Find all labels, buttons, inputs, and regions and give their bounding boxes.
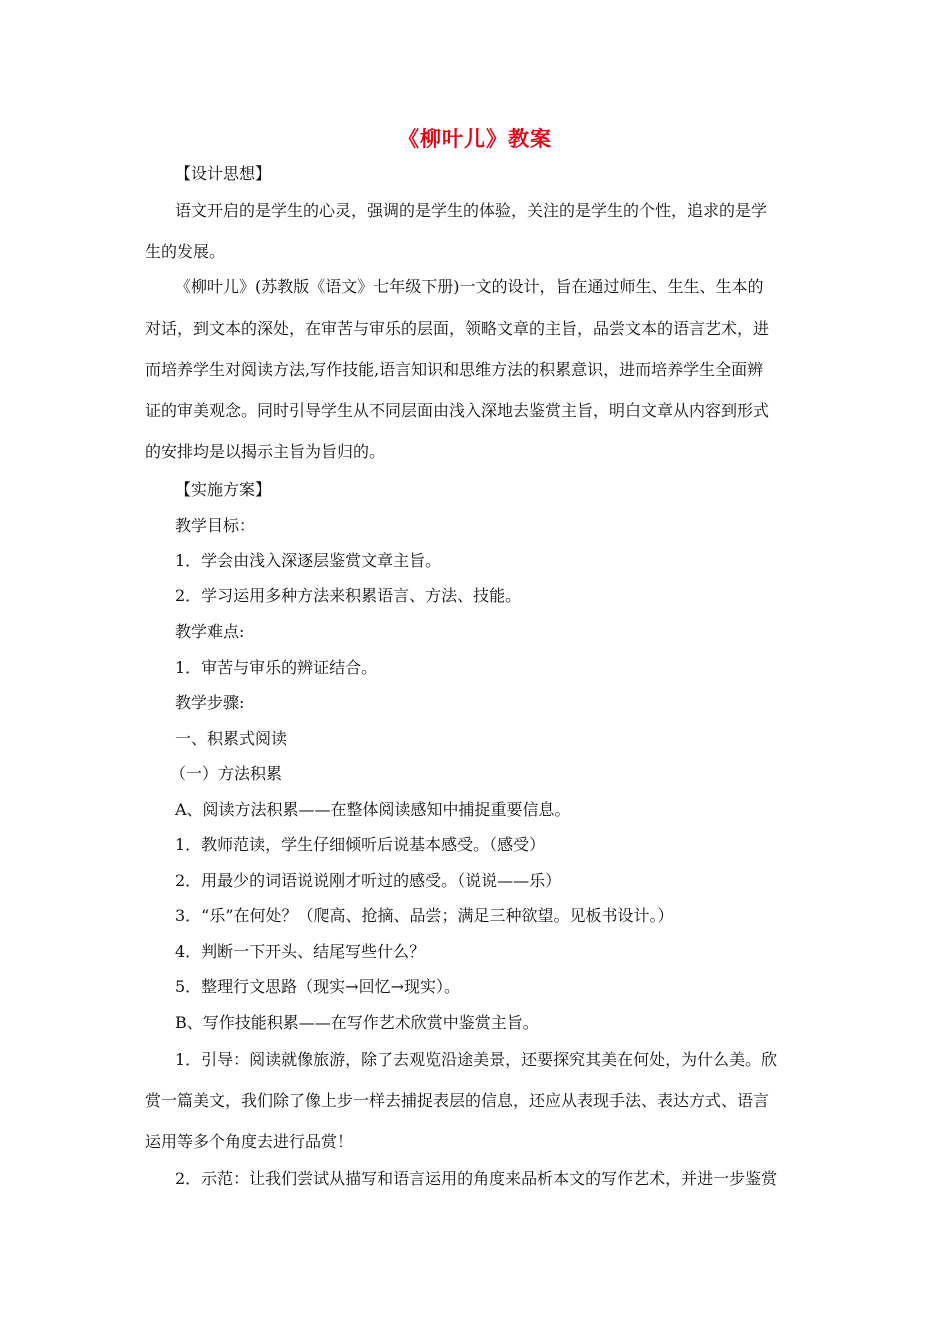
paragraph-line: 而培养学生对阅读方法,写作技能,语言知识和思维方法的积累意识，进而培养学生全面辨 bbox=[145, 360, 764, 379]
heading-teaching-difficulty: 教学难点: bbox=[175, 622, 245, 641]
list-item: 1．审苦与审乐的辨证结合。 bbox=[175, 658, 378, 677]
paragraph-line: 的安排均是以揭示主旨为旨归的。 bbox=[145, 442, 386, 461]
section-heading-design: 【设计思想】 bbox=[175, 164, 272, 183]
list-item: 2．用最少的词语说说刚才听过的感受。（说说——乐） bbox=[175, 871, 562, 890]
list-item: B、写作技能积累——在写作艺术欣赏中鉴赏主旨。 bbox=[175, 1013, 539, 1032]
heading-teaching-steps: 教学步骤: bbox=[175, 693, 245, 712]
list-item: 4．判断一下开头、结尾写些什么？ bbox=[175, 942, 426, 961]
list-item: A、阅读方法积累——在整体阅读感知中捕捉重要信息。 bbox=[175, 800, 571, 819]
list-item: 1．学会由浅入深逐层鉴赏文章主旨。 bbox=[175, 551, 442, 570]
paragraph-line: 《柳叶儿》(苏教版《语文》七年级下册)一文的设计，旨在通过师生、生生、生本的 bbox=[175, 277, 764, 296]
list-item: 5．整理行文思路（现实→回忆→现实）。 bbox=[175, 977, 460, 996]
step-heading: 一、积累式阅读 bbox=[175, 729, 288, 748]
sub-heading: （一）方法积累 bbox=[170, 764, 283, 783]
paragraph-line: 生的发展。 bbox=[145, 242, 226, 261]
heading-teaching-goals: 教学目标： bbox=[175, 516, 256, 535]
paragraph-line: 1．引导：阅读就像旅游，除了去观览沿途美景，还要探究其美在何处，为什么美。欣 bbox=[175, 1050, 778, 1069]
section-heading-plan: 【实施方案】 bbox=[175, 480, 272, 499]
paragraph-line: 赏一篇美文，我们除了像上步一样去捕捉表层的信息，还应从表现手法、表达方式、语言 bbox=[145, 1091, 770, 1110]
list-item: 2．学习运用多种方法来积累语言、方法、技能。 bbox=[175, 586, 522, 605]
paragraph-line: 2．示范：让我们尝试从描写和语言运用的角度来品析本文的写作艺术，并进一步鉴赏 bbox=[175, 1169, 778, 1188]
list-item: 1．教师范读，学生仔细倾听后说基本感受。（感受） bbox=[175, 835, 546, 854]
paragraph-line: 对话，到文本的深处，在审苦与审乐的层面，领略文章的主旨，品尝文本的语言艺术，进 bbox=[145, 319, 770, 338]
paragraph-line: 运用等多个角度去进行品赏！ bbox=[145, 1132, 354, 1151]
document-title: 《柳叶儿》教案 bbox=[398, 126, 552, 151]
paragraph-line: 语文开启的是学生的心灵，强调的是学生的体验，关注的是学生的个性，追求的是学 bbox=[175, 201, 768, 220]
list-item: 3．“乐”在何处？（爬高、抢摘、品尝；满足三种欲望。见板书设计。） bbox=[175, 906, 674, 925]
paragraph-line: 证的审美观念。同时引导学生从不同层面由浅入深地去鉴赏主旨，明白文章从内容到形式 bbox=[145, 401, 770, 420]
